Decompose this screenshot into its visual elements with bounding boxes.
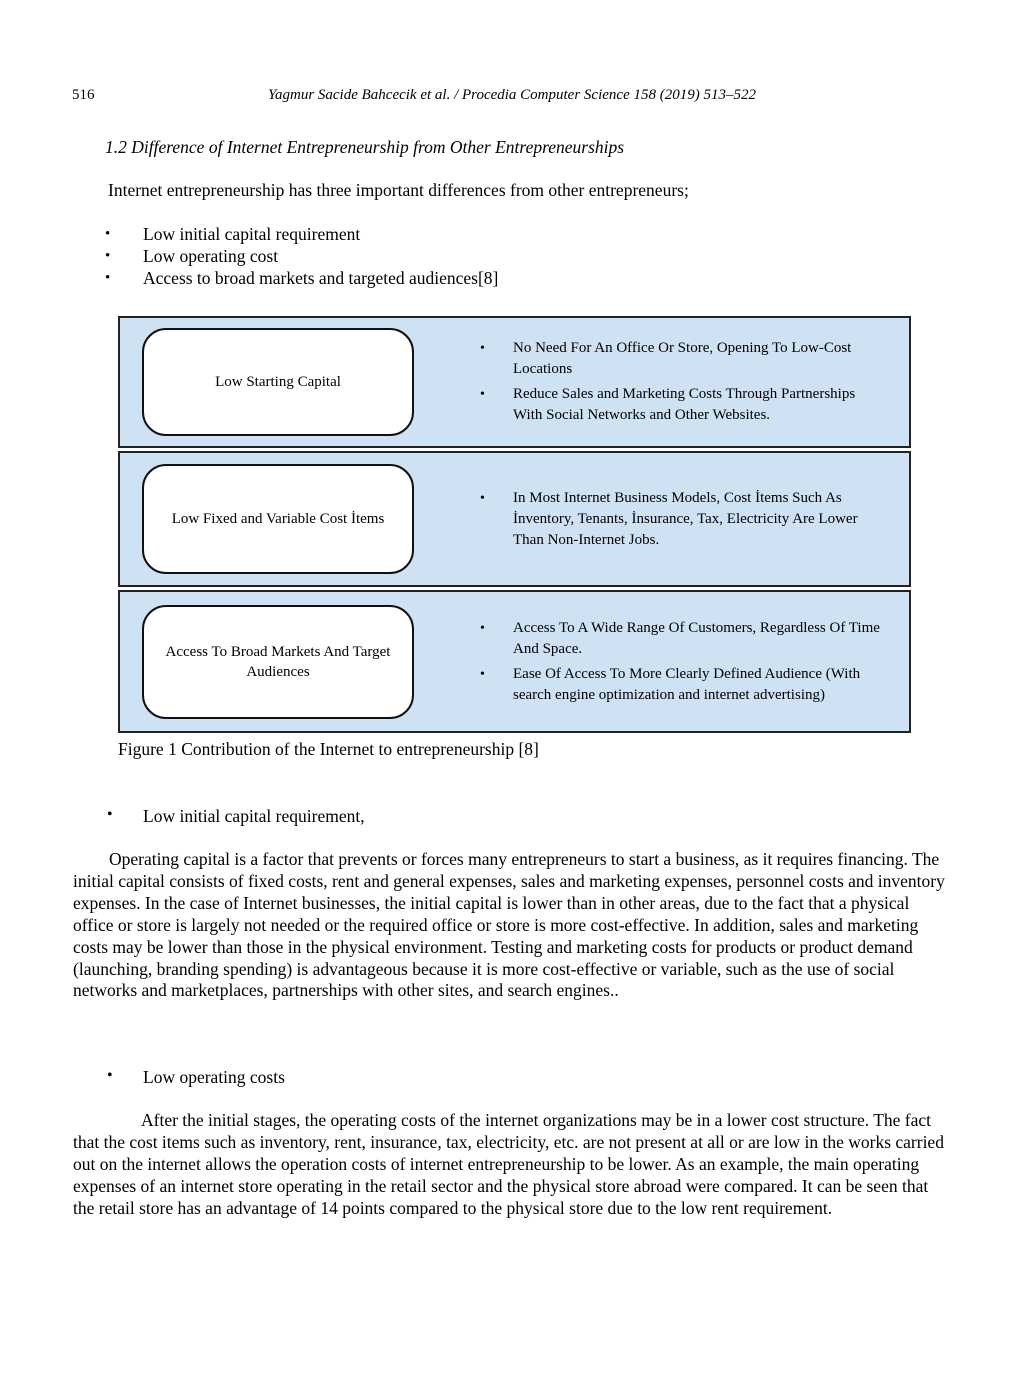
running-header: Yagmur Sacide Bahcecik et al. / Procedia Computer Science 158 (2019) 513–522 — [268, 87, 756, 103]
figure-1 — [118, 316, 911, 736]
figure-points — [480, 338, 888, 426]
bullet-icon: • — [480, 620, 485, 636]
figure-point — [480, 338, 888, 380]
bullet-icon: • — [105, 248, 111, 264]
figure-point — [480, 384, 888, 426]
figure-label-box — [142, 605, 414, 719]
bullet-icon: • — [107, 1067, 113, 1084]
page-number: 516 — [72, 87, 95, 103]
figure-point-text: Reduce Sales and Marketing Costs Through Partnerships With Social Networks and Other Websites. — [513, 386, 856, 423]
section-heading: 1.2 Difference of Internet Entrepreneurship from Other Entrepreneurships — [105, 137, 625, 157]
figure-points — [480, 488, 888, 551]
figure-row-low-starting-capital — [118, 316, 911, 448]
figure-point-text: No Need For An Office Or Store, Opening To Low-Cost Locations — [513, 340, 852, 377]
bullet-icon: • — [105, 270, 111, 286]
figure-point-text: In Most Internet Business Models, Cost İtems Such As İnventory, Tenants, İnsurance, Tax, Electricity Are Lower Than Non-Internet Jobs. — [513, 489, 858, 548]
paragraph-operating-costs: After the initial stages, the operating costs of the internet organizations may be in a lower cost structure. The fact that the cost items such as inventory, rent, insurance, tax, electricity, etc. are not present at all or are low in the works carried out on the internet allows the operation costs of internet entrepreneurship to be lower. As an example, the main operating expenses of an internet store operating in the retail sector and the physical store abroad were compared. It can be seen that the retail store has an advantage of 14 points compared to the physical store due to the low rent requirement. — [73, 1110, 944, 1218]
figure-label-box — [142, 464, 414, 574]
list-item — [105, 245, 945, 267]
body-bullet-text: Low operating costs — [143, 1067, 285, 1087]
figure-label-box — [142, 328, 414, 436]
intro-paragraph: Internet entrepreneurship has three important differences from other entrepreneurs; — [108, 180, 689, 200]
bullet-icon: • — [480, 341, 485, 356]
bullet-icon: • — [480, 387, 485, 402]
bullet-icon: • — [480, 490, 485, 506]
figure-point-text: Ease Of Access To More Clearly Defined Audience (With search engine optimization and internet advertising) — [513, 665, 861, 703]
figure-label: Low Starting Capital — [215, 374, 341, 390]
list-item-text: Low operating cost — [143, 246, 279, 266]
bullet-icon: • — [105, 226, 111, 242]
figure-row-broad-markets — [118, 590, 911, 733]
list-item-text: Low initial capital requirement — [143, 224, 361, 244]
list-item-text: Access to broad markets and targeted audiences[8] — [143, 268, 499, 288]
list-item — [105, 267, 945, 289]
paragraph-operating-capital: Operating capital is a factor that prevents or forces many entrepreneurs to start a business, as it requires financing. The initial capital consists of fixed costs, rent and general expenses, sales and marketing expenses, personnel costs and inventory expenses. In the case of Internet businesses, the initial capital is lower than in other areas, due to the fact that a physical office or store is largely not needed or the required office or store is more cost-effective. In addition, sales and marketing costs may be lower than those in the physical environment. Testing and marketing costs for products or product demand (launching, branding spending) is advantageous because it is more cost-effective or variable, such as the use of social networks and marketplaces, partnerships with other sites, and search engines.. — [73, 849, 945, 1001]
figure-point-text: Access To A Wide Range Of Customers, Regardless Of Time And Space. — [513, 619, 880, 657]
figure-point — [480, 488, 888, 551]
figure-label: Access To Broad Markets And Target Audiences — [165, 643, 391, 680]
body-bullet-text: Low initial capital requirement, — [143, 806, 365, 826]
figure-label: Low Fixed and Variable Cost İtems — [171, 511, 385, 527]
body-bullet-low-initial-capital — [107, 806, 967, 827]
bullet-icon: • — [480, 666, 485, 682]
bullet-icon: • — [107, 806, 113, 823]
figure-point — [480, 664, 888, 706]
figure-points — [480, 618, 888, 706]
figure-caption: Figure 1 Contribution of the Internet to entrepreneurship [8] — [118, 739, 539, 759]
figure-row-low-fixed-variable-cost — [118, 451, 911, 587]
figure-point — [480, 618, 888, 660]
list-item — [105, 223, 945, 245]
body-bullet-low-operating-costs — [107, 1067, 967, 1088]
differences-list — [105, 223, 945, 289]
